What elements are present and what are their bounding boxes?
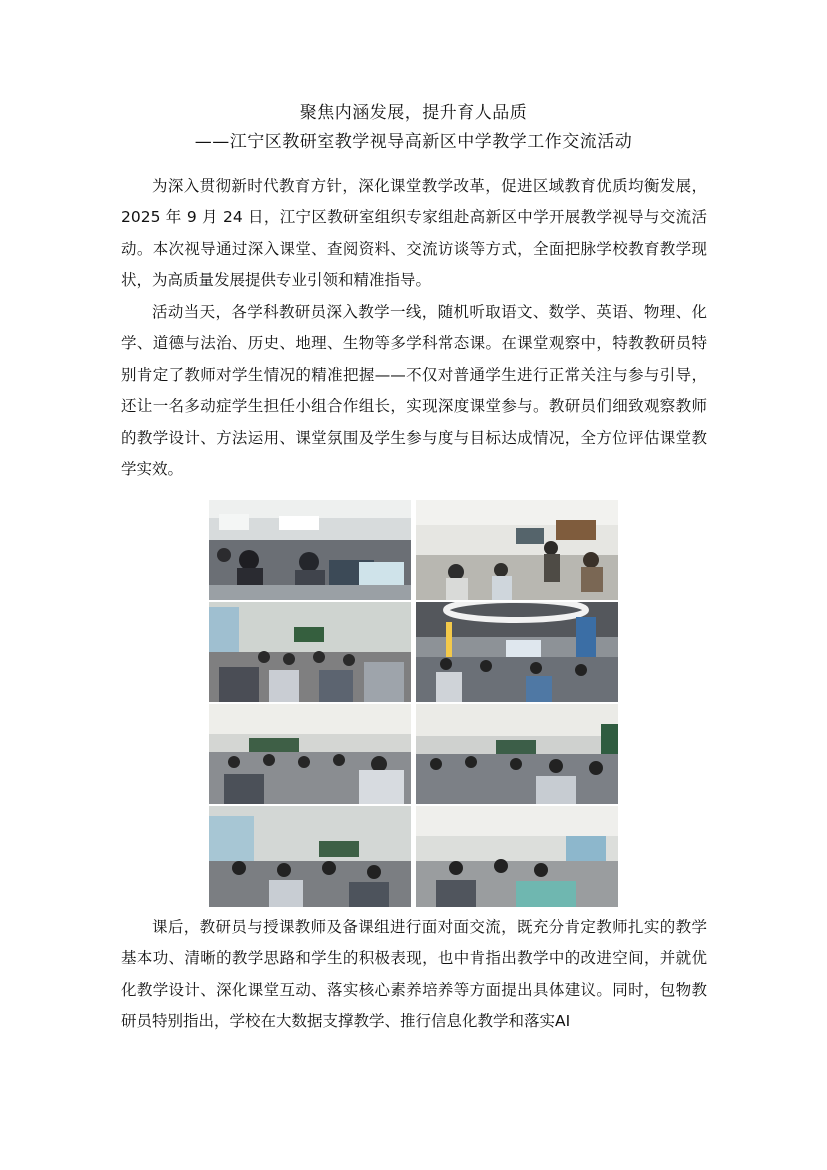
document-title: 聚焦内涵发展，提升育人品质	[299, 103, 528, 123]
classroom-photo-2	[416, 500, 618, 600]
paragraph-feedback: 课后，教研员与授课教师及备课组进行面对面交流，既充分肯定教师扎实的教学基本功、清晰的教学思路和学生的积极表现，也中肯指出教学中的改进空间，并就优化教学设计、深化课堂互动、落实核心素养培养等方面提出具体建议。同时，包物教研员特别指出，学校在大数据支撑教学、推行信息化教学和落实AI	[121, 918, 707, 1031]
photo-collage	[209, 500, 618, 907]
paragraph-intro: 为深入贯彻新时代教育方针，深化课堂教学改革，促进区域教育优质均衡发展，2025 年 9 月 24 日，江宁区教研室组织专家组赴高新区中学开展教学视导与交流活动。本次视导通过深入课堂、查阅资料、交流访谈等方式，全面把脉学校教育教学现状，为高质量发展提供专业引领和精准指导。	[121, 177, 707, 290]
classroom-photo-5	[209, 704, 411, 804]
classroom-photo-6	[416, 704, 618, 804]
classroom-photo-8	[416, 806, 618, 907]
paragraph-activity: 活动当天，各学科教研员深入教学一线，随机听取语文、数学、英语、物理、化学、道德与法治、历史、地理、生物等多学科常态课。在课堂观察中，特教教研员特别肯定了教师对学生情况的精准把握——不仅对普通学生进行正常关注与参与引导，还让一名多动症学生担任小组合作组长，实现深度课堂参与。教研员们细致观察教师的教学设计、方法运用、课堂氛围及学生参与度与目标达成情况，全方位评估课堂教学实效。	[121, 303, 707, 479]
classroom-photo-4	[416, 602, 618, 702]
document-subtitle: ——江宁区教研室教学视导高新区中学教学工作交流活动	[194, 132, 633, 152]
classroom-photo-7	[209, 806, 411, 907]
classroom-photo-3	[209, 602, 411, 702]
classroom-photo-1	[209, 500, 411, 600]
